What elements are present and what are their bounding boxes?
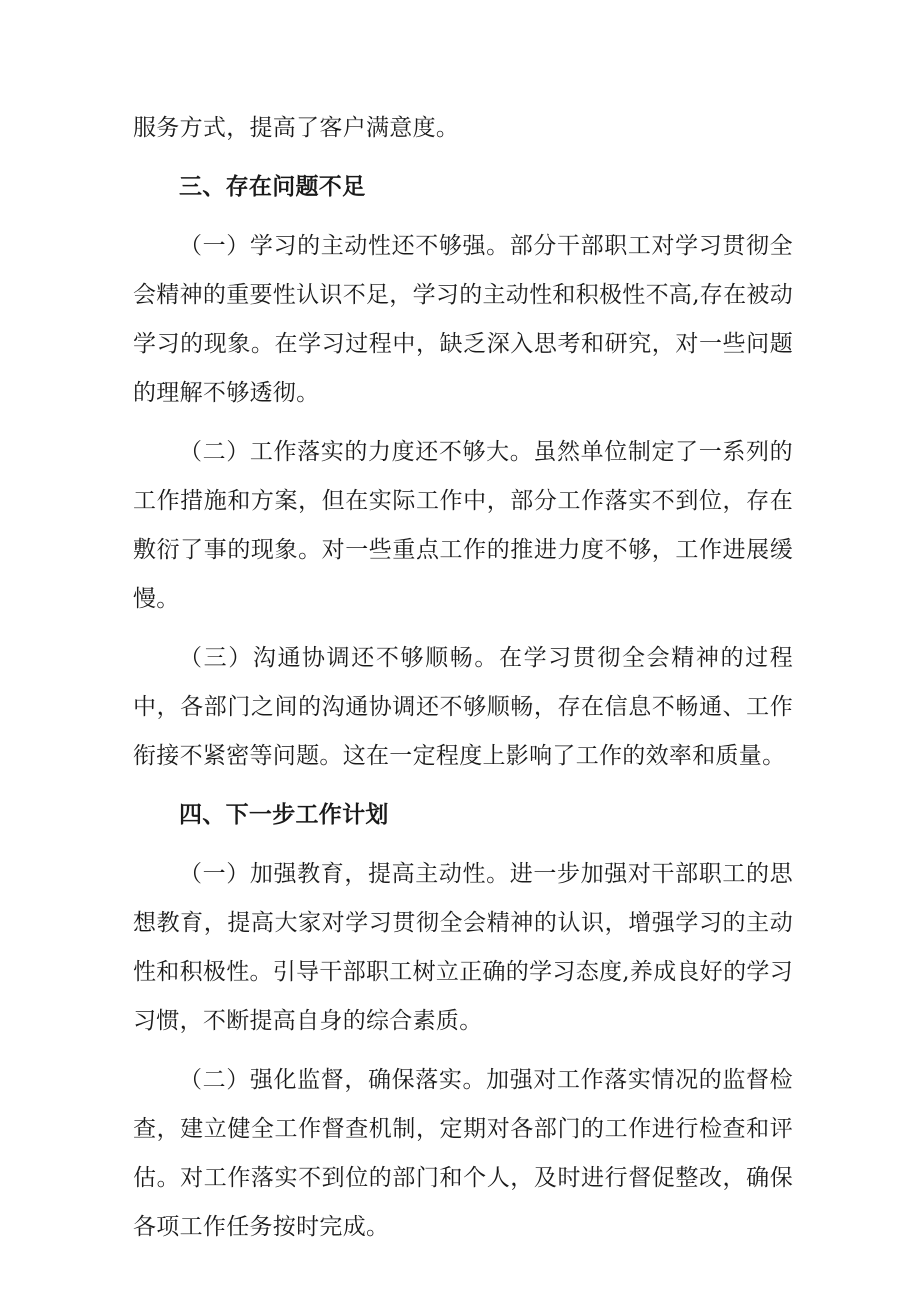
plan-item-1: （一）加强教育，提高主动性。进一步加强对干部职工的思想教育，提高大家对学习贯彻全会精神的认识，增强学习的主动性和积极性。引导干部职工树立正确的学习态度,养成良好的学习习惯，不断提高自身的综合素质。	[133, 861, 794, 1034]
problem-item-1: （一）学习的主动性还不够强。部分干部职工对学习贯彻全会精神的重要性认识不足，学习的主动性和积极性不高,存在被动学习的现象。在学习过程中，缺乏深入思考和研究，对一些问题的理解不够透彻。	[133, 233, 794, 406]
problem-item-2: （二）工作落实的力度还不够大。虽然单位制定了一系列的工作措施和方案，但在实际工作中，部分工作落实不到位，存在敷衍了事的现象。对一些重点工作的推进力度不够，工作进展缓慢。	[133, 439, 793, 612]
problem-item-3: （三）沟通协调还不够顺畅。在学习贯彻全会精神的过程中，各部门之间的沟通协调还不够顺畅，存在信息不畅通、工作衔接不紧密等问题。这在一定程度上影响了工作的效率和质量。	[133, 645, 793, 769]
document-body	[133, 104, 793, 1252]
continuation-paragraph: 服务方式，提高了客户满意度。	[133, 115, 460, 141]
section-heading-next-steps: 四、下一步工作计划	[179, 802, 389, 828]
section-heading-problems: 三、存在问题不足	[179, 174, 366, 200]
plan-item-2: （二）强化监督，确保落实。加强对工作落实情况的监督检查，建立健全工作督查机制，定期对各部门的工作进行检查和评估。对工作落实不到位的部门和个人，及时进行督促整改，确保各项工作任务按时完成。	[133, 1067, 793, 1240]
